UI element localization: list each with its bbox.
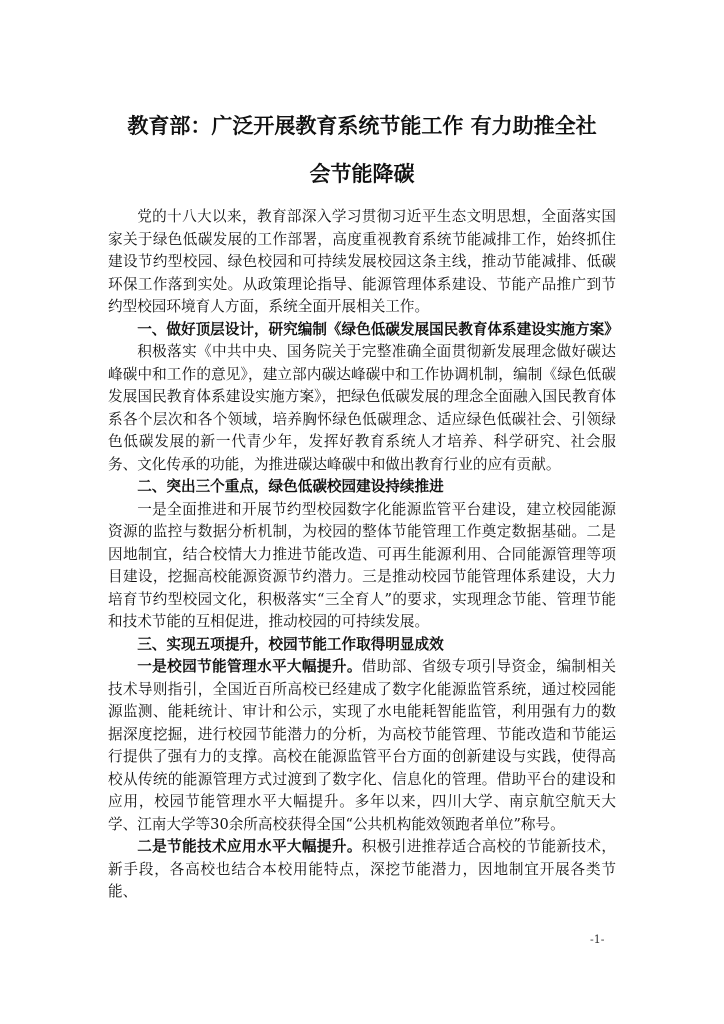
section-2-heading: 二、突出三个重点，绿色低碳校园建设持续推进 bbox=[137, 478, 444, 495]
document-title-line-1: 教育部：广泛开展教育系统节能工作 有力助推全社 bbox=[127, 114, 597, 138]
document-title-line-2: 会节能降碳 bbox=[309, 162, 415, 186]
section-3-heading: 三、实现五项提升，校园节能工作取得明显成效 bbox=[137, 635, 444, 653]
section-1-heading: 一、做好顶层设计，研究编制《绿色低碳发展国民教育体系建设实施方案》 bbox=[137, 320, 619, 338]
section-3-paragraph-1-text: 借助部、省级专项引导资金，编制相关技术导则指引，全国近百所高校已经建成了数字化能源监管系统，通过校园能源监测、能耗统计、审计和公示，实现了水电能耗智能监管，利用强有力的数据深度挖掘，进行校园节能潜力的分析，为高校节能管理、节能改造和节能运行提供了强有力的支撑。高校在能源监管平台方面的创新建设与实践，使得高校从传统的能源管理方式过渡到了数字化、信息化的管理。借助平台的建设和应用，校园节能管理水平大幅提升。多年以来，四川大学、南京航空航天大学、江南大学等30余所高校获得全国“公共机构能效领跑者单位”称号。 bbox=[108, 658, 616, 833]
section-3-paragraph-1 bbox=[108, 656, 616, 836]
section-3-paragraph-1-lead: 一是校园节能管理水平大幅提升。 bbox=[137, 658, 362, 675]
intro-paragraph: 党的十八大以来，教育部深入学习贯彻习近平生态文明思想，全面落实国家关于绿色低碳发展的工作部署，高度重视教育系统节能减排工作，始终抓住建设节约型校园、绿色校园和可持续发展校园这条主线，推动节能减排、低碳环保工作落到实处。从政策理论指导、能源管理体系建设、节能产品推广到节约型校园环境育人方面，系统全面开展相关工作。 bbox=[108, 208, 616, 315]
page-number: -1- bbox=[590, 933, 605, 946]
section-3-paragraph-2-text: 积极引进推荐适合高校的节能新技术，新手段，各高校也结合本校用能特点，深挖节能潜力，因地制宜开展各类节能、 bbox=[108, 838, 616, 900]
section-2-paragraph: 一是全面推进和开展节约型校园数字化能源监管平台建设，建立校园能源资源的监控与数据分析机制，为校园的整体节能管理工作奠定数据基础。二是因地制宜，结合校情大力推进节能改造、可再生能源利用、合同能源管理等项目建设，挖掘高校能源资源节约潜力。三是推动校园节能管理体系建设，大力培育节约型校园文化，积极落实“三全育人”的要求，实现理念节能、管理节能和技术节能的互相促进，推动校园的可持续发展。 bbox=[108, 500, 616, 630]
section-1-paragraph: 积极落实《中共中央、国务院关于完整准确全面贯彻新发展理念做好碳达峰碳中和工作的意见》，建立部内碳达峰碳中和工作协调机制，编制《绿色低碳发展国民教育体系建设实施方案》，把绿色低碳发展的理念全面融入国民教育体系各个层次和各个领域，培养胸怀绿色低碳理念、适应绿色低碳社会、引领绿色低碳发展的新一代青少年，发挥好教育系统人才培养、科学研究、社会服务、文化传承的功能，为推进碳达峰碳中和做出教育行业的应有贡献。 bbox=[108, 343, 616, 473]
document-body bbox=[108, 206, 619, 904]
section-3-paragraph-2-lead: 二是节能技术应用水平大幅提升。 bbox=[137, 838, 362, 855]
section-3-paragraph-2 bbox=[108, 836, 616, 904]
